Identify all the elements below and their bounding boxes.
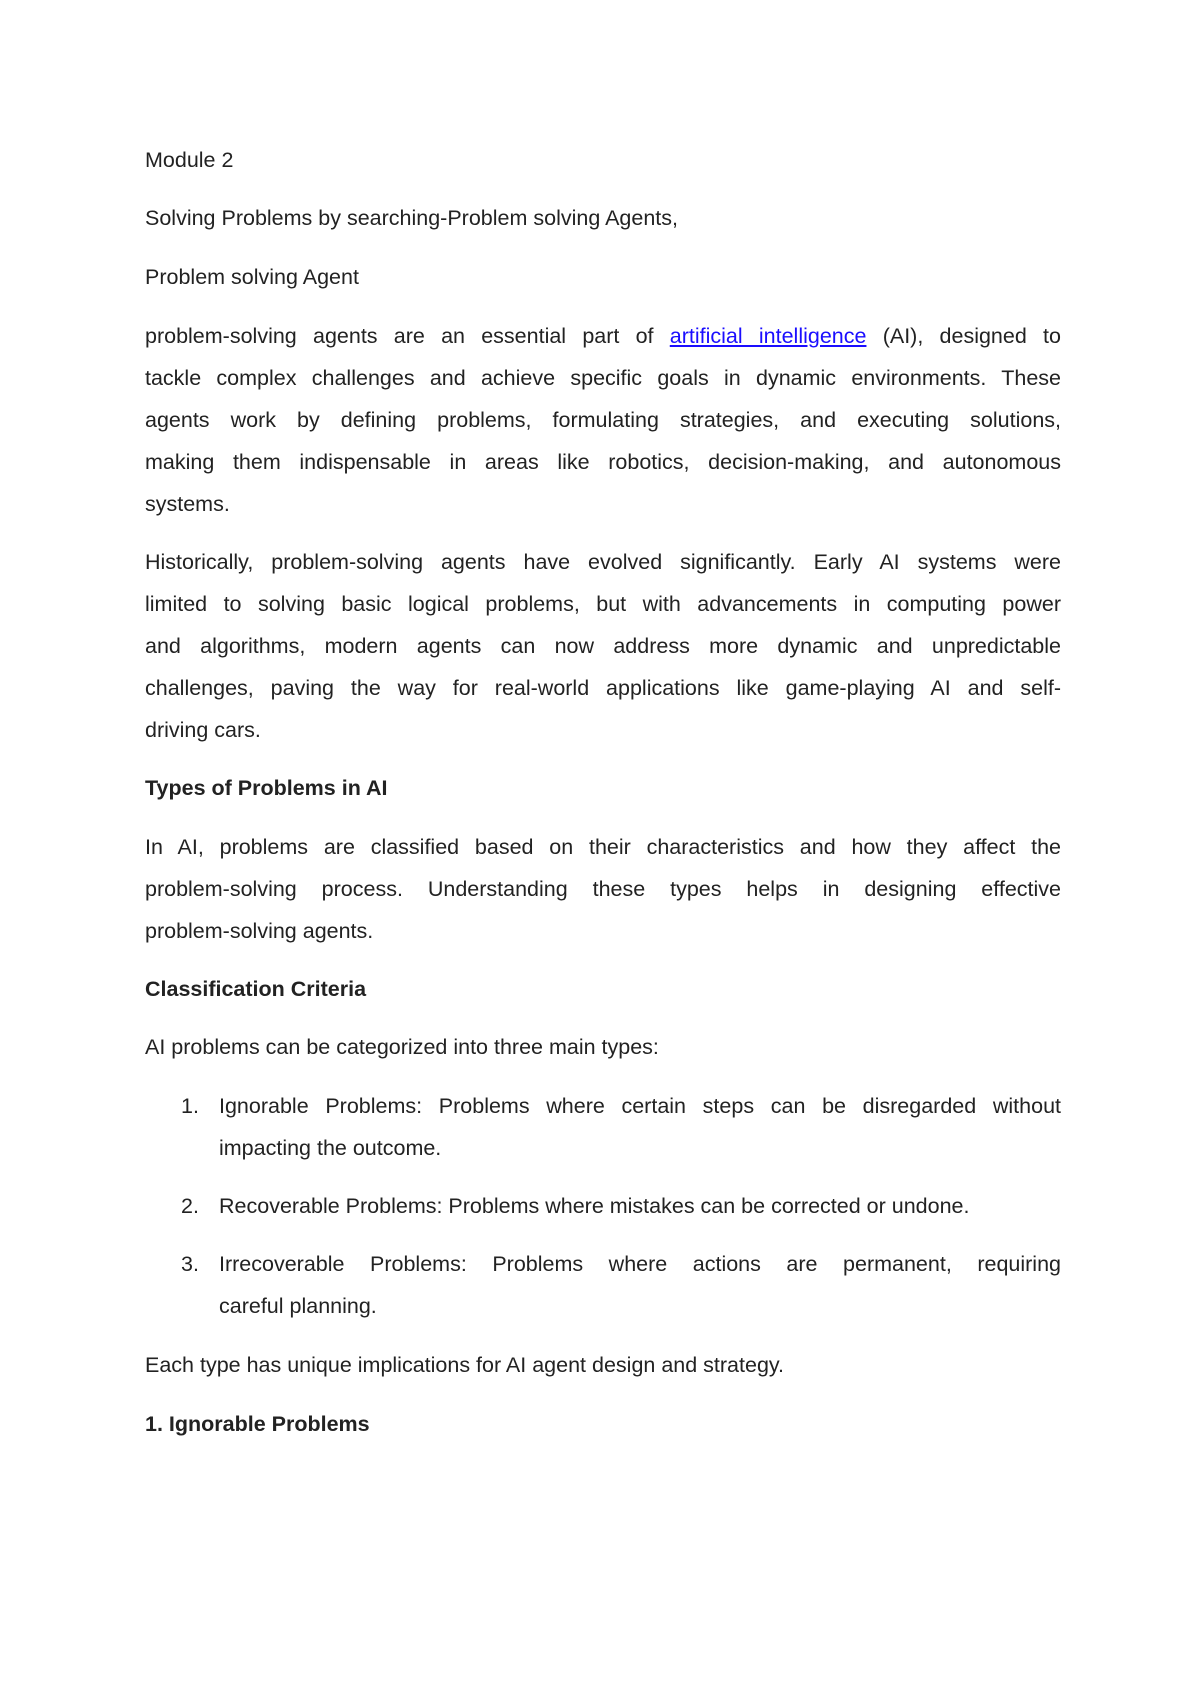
list-line: careful planning. [219, 1294, 377, 1318]
paragraph-line: tackle complex challenges and achieve specific goals in dynamic environments. These [145, 366, 1061, 390]
list-line: Ignorable Problems: Problems where certain steps can be disregarded without [219, 1094, 1061, 1118]
list-number: 3. [181, 1252, 199, 1276]
subtitle: Solving Problems by searching-Problem solving Agents, [145, 206, 678, 230]
list-intro: AI problems can be categorized into three main types: [145, 1035, 659, 1059]
list-line: Irrecoverable Problems: Problems where actions are permanent, requiring [219, 1252, 1061, 1276]
paragraph-line: problem-solving process. Understanding these types helps in designing effective [145, 877, 1061, 901]
list-number: 2. [181, 1194, 199, 1218]
list-line: impacting the outcome. [219, 1136, 442, 1160]
paragraph-line: Historically, problem-solving agents have evolved significantly. Early AI systems were [145, 550, 1061, 574]
paragraph-classification [145, 826, 1061, 952]
list-number: 1. [181, 1094, 199, 1118]
paragraph-line: In AI, problems are classified based on their characteristics and how they affect the [145, 835, 1061, 859]
text: (AI), designed to [882, 324, 1061, 348]
paragraph-line: and algorithms, modern agents can now address more dynamic and unpredictable [145, 634, 1061, 658]
artificial-intelligence-link[interactable]: artificial intelligence [669, 324, 867, 348]
paragraph-line: challenges, paving the way for real-world applications like game-playing AI and self- [145, 676, 1061, 700]
paragraph-line: systems. [145, 492, 230, 516]
paragraph-line: problem-solving agents. [145, 919, 374, 943]
paragraph-intro [145, 315, 1061, 525]
paragraph-line [145, 315, 1061, 357]
list-line: Recoverable Problems: Problems where mistakes can be corrected or undone. [219, 1194, 970, 1218]
paragraph-history [145, 541, 1061, 751]
paragraph-line: making them indispensable in areas like robotics, decision-making, and autonomous [145, 450, 1061, 474]
heading-ignorable: 1. Ignorable Problems [145, 1412, 370, 1436]
heading-criteria: Classification Criteria [145, 977, 367, 1001]
heading-types: Types of Problems in AI [145, 776, 388, 800]
text: problem-solving agents are an essential part of [145, 324, 654, 348]
closing-text: Each type has unique implications for AI agent design and strategy. [145, 1353, 785, 1377]
paragraph-line: limited to solving basic logical problems, but with advancements in computing power [145, 592, 1061, 616]
section-title: Problem solving Agent [145, 265, 359, 289]
paragraph-line: driving cars. [145, 718, 261, 742]
module-title: Module 2 [145, 148, 234, 172]
paragraph-line: agents work by defining problems, formulating strategies, and executing solutions, [145, 408, 1061, 432]
